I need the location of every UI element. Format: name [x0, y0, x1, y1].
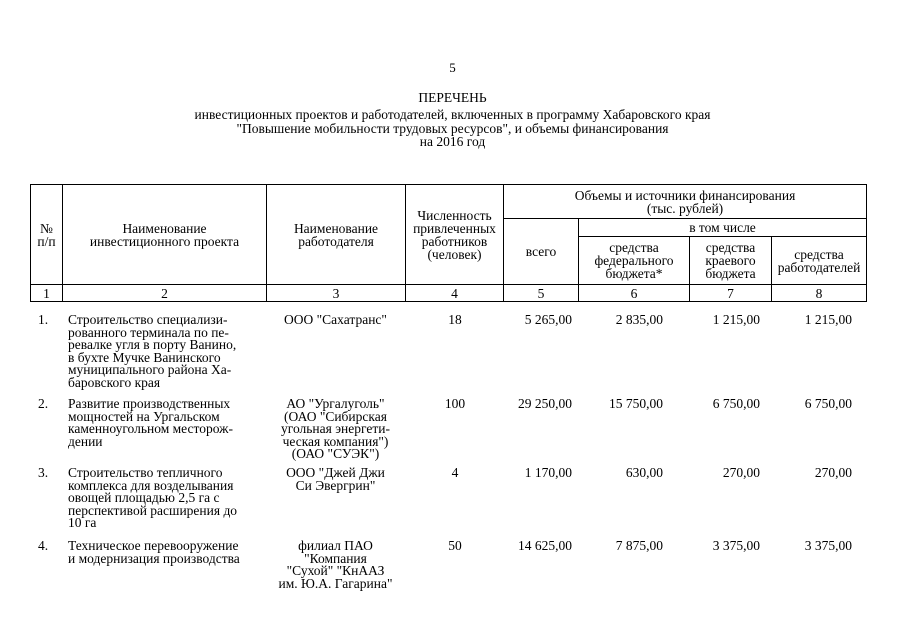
total-amount: 5 265,00 — [524, 312, 572, 327]
header-num: № п/п — [31, 185, 63, 285]
header-workers: Численность привлеченных работников (человек) — [406, 185, 504, 285]
row-number: 1. — [38, 312, 49, 327]
header-financing: Объемы и источники финансирования (тыс. рублей) — [504, 185, 867, 219]
employer-funds-amount: 270,00 — [814, 465, 852, 480]
header-employer: Наименование работодателя — [267, 185, 406, 285]
employer-funds-amount: 3 375,00 — [804, 538, 852, 553]
column-number: 5 — [504, 285, 579, 302]
column-number: 7 — [690, 285, 772, 302]
federal-amount: 2 835,00 — [615, 312, 663, 327]
column-number: 6 — [579, 285, 690, 302]
regional-amount: 3 375,00 — [712, 538, 760, 553]
regional-amount: 1 215,00 — [712, 312, 760, 327]
workers-count: 18 — [448, 312, 462, 327]
column-number: 1 — [31, 285, 63, 302]
document-title: ПЕРЕЧЕНЬ — [418, 90, 487, 105]
federal-amount: 630,00 — [625, 465, 663, 480]
row-number: 4. — [38, 538, 49, 553]
regional-amount: 270,00 — [722, 465, 760, 480]
table-header — [30, 184, 867, 302]
column-number: 3 — [267, 285, 406, 302]
project-name: Техническое перевооружение и модернизация производства — [68, 538, 240, 566]
employer-name: АО "Ургалуголь" (ОАО "Сибирская угольная энергети- ческая компания") (ОАО "СУЭК") — [281, 396, 390, 461]
row-number: 2. — [38, 396, 49, 411]
subtitle-line: на 2016 год — [419, 134, 486, 149]
employer-name: филиал ПАО "Компания "Сухой" "КнААЗ им. Ю.А. Гагарина" — [278, 538, 393, 591]
employer-funds-amount: 1 215,00 — [804, 312, 852, 327]
employer-funds-amount: 6 750,00 — [804, 396, 852, 411]
subtitle-line: "Повышение мобильности трудовых ресурсов", и объемы финансирования — [236, 120, 669, 136]
header-federal: средства федерального бюджета* — [579, 237, 690, 285]
project-name: Строительство тепличного комплекса для возделывания овощей площадью 2,5 га с перспективой расширения до 10 га — [68, 465, 238, 530]
header-employers-funds: средства работодателей — [772, 237, 867, 285]
column-number-row — [31, 285, 867, 302]
header-regional: средства краевого бюджета — [690, 237, 772, 285]
total-amount: 14 625,00 — [518, 538, 572, 553]
header-total: всего — [504, 219, 579, 285]
total-amount: 29 250,00 — [518, 396, 572, 411]
document-subtitle — [0, 108, 905, 149]
employer-name: ООО "Джей Джи Си Эвергрин" — [286, 465, 385, 493]
workers-count: 4 — [451, 465, 459, 480]
row-number: 3. — [38, 465, 49, 480]
header-including: в том числе — [579, 219, 867, 237]
column-number: 2 — [63, 285, 267, 302]
workers-count: 50 — [448, 538, 462, 553]
column-number: 4 — [406, 285, 504, 302]
regional-amount: 6 750,00 — [712, 396, 760, 411]
employer-name: ООО "Сахатранс" — [284, 312, 387, 327]
workers-count: 100 — [444, 396, 466, 411]
federal-amount: 7 875,00 — [615, 538, 663, 553]
federal-amount: 15 750,00 — [609, 396, 663, 411]
subtitle-line: инвестиционных проектов и работодателей, включенных в программу Хабаровского края — [194, 107, 711, 122]
header-project: Наименование инвестиционного проекта — [63, 185, 267, 285]
total-amount: 1 170,00 — [524, 465, 572, 480]
project-name: Развитие производственных мощностей на Ургальском каменноугольном месторож- дении — [68, 396, 233, 449]
column-number: 8 — [772, 285, 867, 302]
page-number: 5 — [449, 60, 456, 75]
project-name: Строительство специализи- рованного терминала по пе- ревалке угля в порту Ванино, в бухте Мучке Ванинского муниципального района Ха- баровского края — [68, 312, 237, 390]
